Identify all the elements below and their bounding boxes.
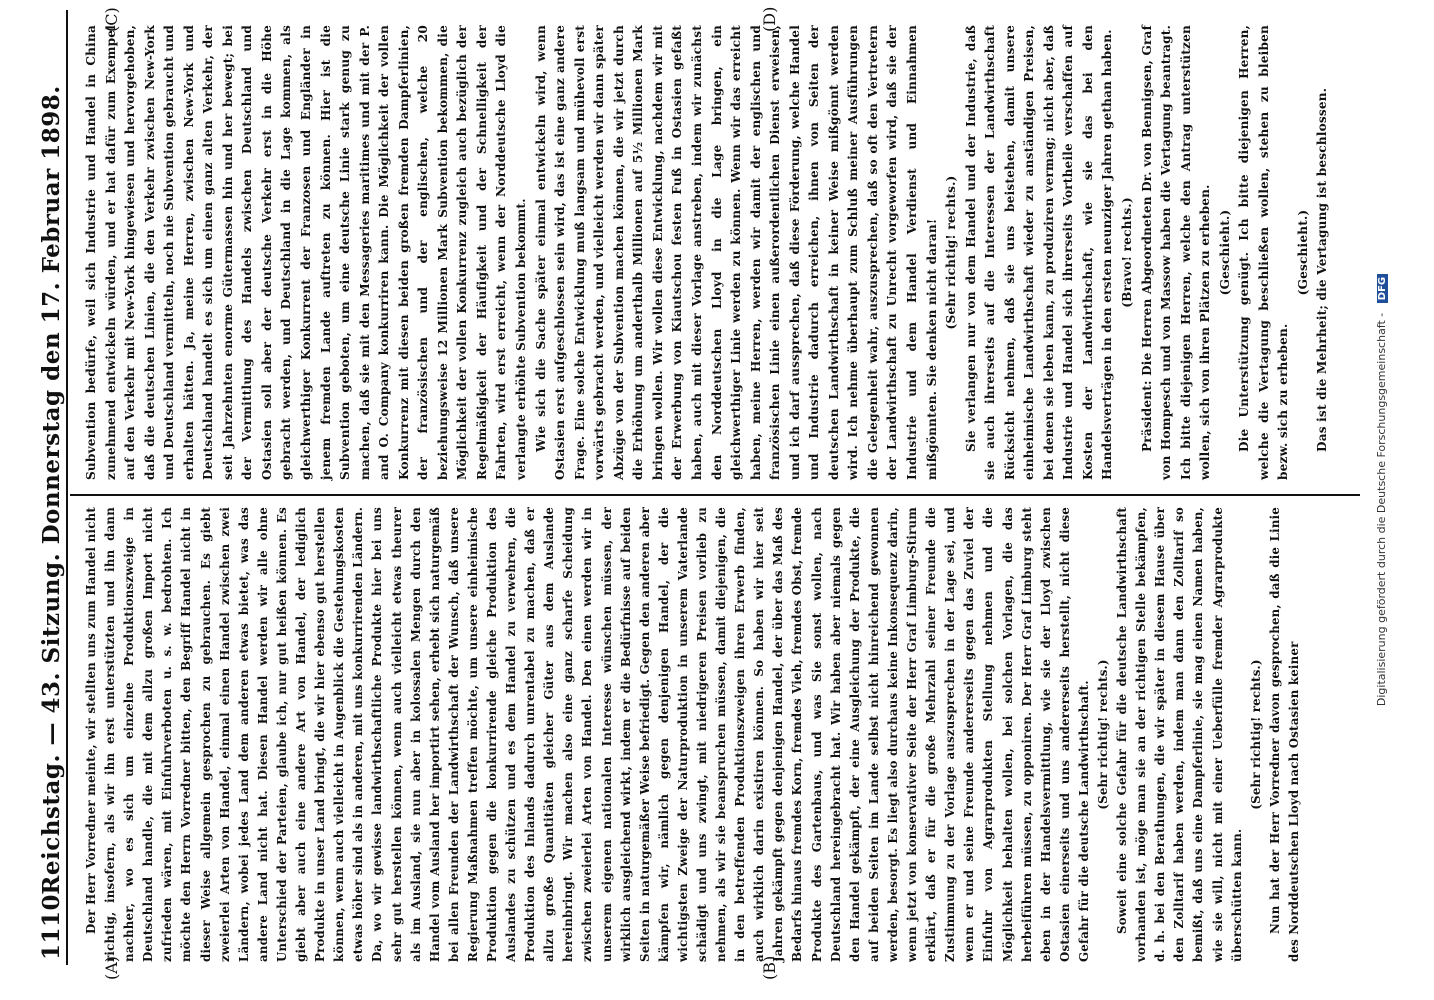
margin-marker-c: (C) [102, 7, 121, 32]
paragraph: Wie sich die Sache später einmal entwickeln wird, wenn Ostasien erst aufgeschlossen sein wird, das ist eine ganz andere Frage. Eine solche Entwicklung muß langsam und mühevoll erst vorwärts gebracht werden, und vielleicht werden wir dann später Abzüge von der Subvention machen können, die wir jetzt durch die Erhöhung um anderthalb Millionen auf 5½ Millionen Mark bringen wollen. Wir wollen diese Entwicklung, nachdem wir mit der Erwerbung von Kiautschou festen Fuß in Ostasien gefaßt haben, auch mit dieser Vorlage anstreben, indem wir zunächst den Norddeutschen Lloyd in die Lage bringen, ein gleichwerthiger Linie werden zu können. Wenn wir das erreicht haben, meine Herren, werden wir damit der englischen und französischen Linie einen außerordentlichen Dienst erweisen, und ich darf aussprechen, daß diese Förderung, welche Handel und Industrie dadurch erreichen, ihnen von Seiten der deutschen Landwirthschaft in keiner Weise mißgönnt werden wird. Ich nehme überhaupt zum Schluß meiner Ausführungen die Gelegenheit wahr, auszusprechen, daß so oft den Vertretern der Landwirthschaft zu Unrecht vorgeworfen wird, daß sie der Industrie und dem Handel Verdienst und Einnahmen mißgönnten. Sie denken nicht daran! [533, 25, 939, 480]
interjection: (Sehr richtig! rechts.) [1095, 659, 1110, 810]
digitization-credit [1375, 0, 1388, 980]
interjection: (Geschieht.) [1217, 209, 1232, 296]
margin-marker-a: (A) [102, 955, 121, 980]
header-rule [66, 10, 68, 965]
paragraph: Präsident: Die Herren Abgeordneten Dr. von Bennigsen, Graf von Hompesch und von Massow haben die Vertagung beantragt. Ich bitte diejenigen Herren, welche den Antrag unterstützen wollen, sich von ihren Plätzen zu erheben. [1139, 25, 1213, 480]
page-header [8, 0, 68, 980]
paragraph: Die Unterstützung genügt. Ich bitte diejenigen Herren, welche die Vertagung beschließen wollen, stehen zu bleiben bezw. sich zu erheben. [1237, 25, 1291, 480]
paragraph: Sie verlangen nur von dem Handel und der Industrie, daß sie auch ihrerseits auf die Interessen der Landwirthschaft Rücksicht nehmen, daß sie uns beistehen, damit unsere einheimische Landwirthschaft wieder zu anständigen Preisen, bei denen sie leben kann, zu produziren vermag; nicht aber, daß Industrie und Handel sich ihrerseits Vortheile verschaffen auf Kosten der Landwirthschaft, wie sie das bei den Handelsverträgen in den ersten neunziger Jahren gethan haben. [963, 25, 1115, 480]
margin-marker-b: (B) [760, 955, 779, 980]
left-column [82, 507, 1304, 962]
interjection: (Sehr richtig! rechts.) [1248, 659, 1263, 810]
paragraph: Soweit eine solche Gefahr für die deutsche Landwirthschaft vorhanden ist, möge man sie an der richtigen Stelle bekämpfen, d. h. bei den Berathungen, die wir später in diesem Hause über den Zolltarif haben werden, indem man dann den Zolltarif so bemißt, daß uns eine Dampferlinie, sie mag einen Namen haben, wie sie will, nicht mit einer Ueberfülle fremder Agrarprodukte überschütten kann. [1115, 507, 1244, 962]
margin-marker-d: (D) [760, 6, 779, 32]
right-column [82, 25, 1333, 480]
paragraph: Subvention bedürfe, weil sich Industrie und Handel in China zunehmend entwickeln würden, und er hat dafür zum Exempel auf den Verkehr mit New-York hingewiesen und hervorgehoben, daß die deutschen Linien, die den Verkehr zwischen New-York und Deutschland vermitteln, noch nie Subvention gebraucht und erhalten hätten. Ja, meine Herren, zwischen New-York und Deutschland handelt es sich um einen ganz alten Verkehr, der seit Jahrzehnten enorme Gütermassen hin und her bewegt; bei der Vermittlung des Handels zwischen Deutschland und Ostasien soll aber der deutsche Verkehr erst in die Höhe gebracht werden, und Deutschland in die Lage kommen, als gleichwerthiger Konkurrent der Franzosen und Engländer in jenem fremden Lande auftreten zu können. Hier ist die Subvention geboten, um eine deutsche Linie stark genug zu machen, daß sie mit den Messageries maritimes und mit der P. and O. Company konkurriren kann. Die Möglichkeit der vollen Konkurrenz mit diesen beiden großen fremden Dampferlinien, der französischen und der englischen, welche 20 beziehungsweise 12 Millionen Mark Subvention bekommen, die Möglichkeit der vollen Konkurrenz zugleich auch bezüglich der Regelmäßigkeit der Häufigkeit und der Schnelligkeit der Fahrten, wird erst erreicht, wenn der Norddeutsche Lloyd die verlangte erhöhte Subvention bekommt. [84, 25, 529, 480]
paragraph: Der Herr Vorredner meinte, wir stellten uns zum Handel nicht richtig, insofern, als wir ihn erst unterstützten und ihn dann nachher, wo es sich um einzelne Produktionszweige in Deutschland handle, die mit dem allzu großen Import nicht zufrieden wären, mit Einfuhrverboten u. s. w. bedrohten. Ich möchte den Herrn Vorredner bitten, den Begriff Handel nicht in dieser Weise allgemein gesprochen zu gebrauchen. Es giebt zweierlei Arten von Handel, einmal einen Handel zwischen zwei Ländern, wobei jedes Land dem anderen etwas bietet, was das andere Land nicht hat. Diesen Handel werden wir alle ohne Unterschied der Parteien, glaube ich, nur gut heißen können. Es giebt aber auch eine andere Art von Handel, der lediglich Produkte in unser Land bringt, die wir hier ebenso gut herstellen können, wenn auch vielleicht in Augenblick die Gestehungskosten etwas höher sind als in anderen, mit uns konkurrirenden Ländern. Da, wo wir gewisse landwirthschaftliche Produkte hier bei uns sehr gut herstellen können, wenn auch vielleicht etwas theurer als im Ausland, sie nun aber in kolossalen Mengen durch den Handel vom Ausland her importirt sehen, erhebt sich naturgemäß bei allen Freunden der Landwirthschaft der Wunsch, daß unsere Regierung Maßnahmen treffen möchte, um unsere einheimische Produktion gegen die konkurrirende gleiche Produktion des Auslandes zu schützen und es dem Handel zu verwehren, die Produktion des Inlands dadurch unrentabel zu machen, daß er allzu große Quantitäten gleicher Güter aus dem Auslande hereinbringt. Wir machen also eine ganz scharfe Scheidung zwischen zweierlei Arten von Handel. Den einen werden wir in unserem eigenen nationalen Interesse wünschen müssen, der wirklich ausgleichend wirkt, indem er die Bedürfnisse auf beiden Seiten in naturgemäßer Weise befriedigt. Gegen den anderen aber kämpfen wir, nämlich gegen denjenigen Handel, der die wichtigsten Zweige der Naturproduktion in unserem Vaterlande schädigt und uns zwingt, mit niedrigeren Preisen vorlieb zu nehmen, als wir sie beanspruchen müssen, damit diejenigen, die in den betreffenden Produktionszweigen ihren Erwerb finden, auch wirklich darin existiren können. So haben wir hier seit Jahren gekämpft gegen denjenigen Handel, der über das Maß des Bedarfs hinaus fremdes Korn, fremdes Vieh, fremdes Obst, fremde Produkte des Gartenbaus, und was Sie sonst wollen, nach Deutschland hereingebracht hat. Wir haben aber niemals gegen den Handel gekämpft, der eine Ausgleichung der Produkte, die auf beiden Seiten im Lande selbst nicht hinreichend gewonnen werden, besorgt. Es liegt also durchaus keine Inkonsequenz darin, wenn jetzt von konservativer Seite der Herr Graf Limburg-Stirum erklärt, daß er für die große Mehrzahl seiner Freunde die Zustimmung zu der Vorlage auszusprechen in der Lage sei, und wenn er und seine Freunde andererseits gegen das Zuviel der Einfuhr von Agrarprodukten Stellung nehmen und die Möglichkeit behalten wollen, bei solchen Vorlagen, die das herbeiführen müssen, zu opponiren. Der Herr Graf Limburg steht eben in der Handelsvermittlung, wie sie der Lloyd zwischen Ostasien einerseits und uns andererseits herstellt, nicht diese Gefahr für die deutsche Landwirthschaft. [84, 507, 1091, 962]
interjection: (Bravo! rechts.) [1119, 197, 1134, 308]
paragraph: Nun hat der Herr Vorredner davon gesprochen, daß die Linie des Norddeutschen Lloyd nach Ostasien keiner [1267, 507, 1301, 962]
credit-text: Digitalisierung gefördert durch die Deutsche Forschungsgemeinschaft - [1375, 312, 1388, 707]
dfg-badge: DFG [1377, 274, 1388, 303]
interjection: (Geschieht.) [1295, 209, 1310, 296]
page-title: Reichstag. — 43. Sitzung. Donnerstag den 17. Februar 1898. [38, 85, 65, 895]
interjection: (Sehr richtig! rechts.) [944, 175, 959, 330]
paragraph: Das ist die Mehrheit; die Vertagung ist beschlossen. [1315, 87, 1330, 452]
page-number: 1110 [38, 893, 65, 960]
column-divider [70, 494, 1360, 496]
